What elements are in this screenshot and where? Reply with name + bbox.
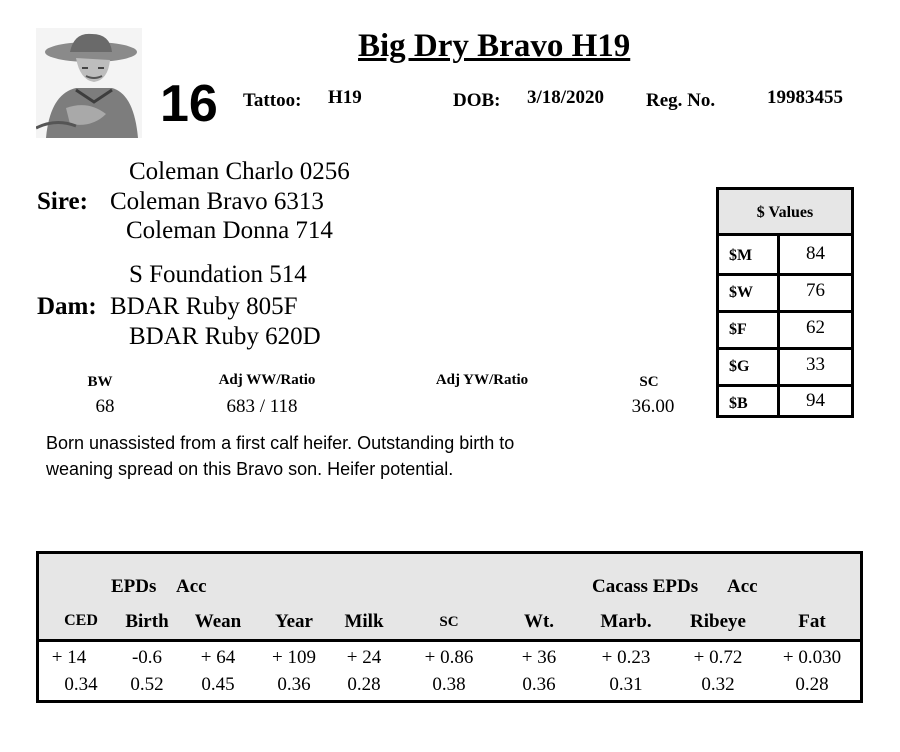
epd-value: + 14 (51, 647, 87, 668)
dollar-value-row (719, 350, 851, 387)
dam-label: Dam: (37, 293, 97, 320)
dollar-value-name: $M (729, 247, 753, 264)
epd-value: + 0.030 (782, 647, 842, 668)
epd-value: + 36 (521, 647, 557, 668)
cowboy-logo-icon (36, 28, 142, 138)
acc-value: 0.28 (347, 674, 381, 695)
dollar-value-row (719, 313, 851, 350)
epd-value: -0.6 (131, 647, 163, 668)
dollar-value-number: 33 (806, 354, 825, 375)
sire-label: Sire: (37, 188, 88, 215)
dollar-value-name: $F (729, 321, 747, 338)
bw-label: BW (87, 374, 113, 390)
dollar-values-table (716, 187, 854, 418)
dollar-value-name: $G (729, 358, 750, 375)
column-header: SC (439, 614, 459, 630)
column-header: Wean (194, 611, 242, 632)
sc-label: SC (639, 374, 659, 390)
dollar-value-number: 62 (806, 317, 825, 338)
dollar-value-number: 76 (806, 280, 825, 301)
epd-value: + 0.72 (693, 647, 743, 668)
column-header: Milk (344, 611, 384, 632)
sire-name: Coleman Bravo 6313 (110, 188, 324, 215)
column-header: Year (275, 611, 313, 632)
acc-value: 0.34 (64, 674, 98, 695)
dam-sire-name: S Foundation 514 (129, 261, 307, 288)
dob-label: DOB: (453, 90, 501, 111)
dollar-value-row (719, 236, 851, 273)
animal-name-title: Big Dry Bravo H19 (358, 28, 631, 64)
acc-value: 0.36 (277, 674, 311, 695)
acc-value: 0.31 (609, 674, 643, 695)
epds-group-label: EPDs (111, 576, 157, 597)
column-header: Ribeye (690, 611, 746, 632)
epd-table-header (39, 554, 860, 642)
reg-no-label: Reg. No. (646, 90, 716, 111)
dob-value: 3/18/2020 (527, 87, 605, 108)
sire-sire-name: Coleman Charlo 0256 (129, 158, 350, 185)
epd-value: + 0.23 (601, 647, 651, 668)
acc-value: 0.38 (432, 674, 466, 695)
acc-value: 0.28 (795, 674, 829, 695)
bw-value: 68 (95, 396, 115, 417)
adj-ww-value: 683 / 118 (226, 396, 298, 417)
acc-value: 0.52 (130, 674, 164, 695)
dollar-value-number: 84 (806, 243, 825, 264)
tattoo-value: H19 (328, 87, 362, 108)
epd-value: + 64 (200, 647, 236, 668)
dollar-values-title: $ Values (719, 190, 851, 236)
epd-value: + 109 (272, 647, 316, 668)
adj-ww-label: Adj WW/Ratio (218, 372, 316, 388)
column-header: Fat (798, 611, 826, 632)
carcass-acc-label: Acc (727, 576, 758, 597)
dollar-value-number: 94 (806, 390, 825, 411)
acc-value: 0.32 (701, 674, 735, 695)
acc-value: 0.36 (522, 674, 556, 695)
dollar-value-name: $W (729, 284, 753, 301)
tattoo-label: Tattoo: (243, 90, 302, 111)
epd-value: + 0.86 (424, 647, 474, 668)
adj-yw-label: Adj YW/Ratio (435, 372, 529, 388)
epd-table (36, 551, 863, 703)
column-header: Birth (125, 611, 169, 632)
dollar-value-name: $B (729, 395, 748, 412)
column-header: Wt. (523, 611, 555, 632)
animal-notes: Born unassisted from a first calf heifer. Outstanding birth to weaning spread on this Bravo son. Heifer potential. (46, 433, 515, 479)
sire-dam-name: Coleman Donna 714 (126, 217, 333, 244)
carcass-epds-label: Cacass EPDs (592, 576, 699, 597)
dam-name: BDAR Ruby 805F (110, 293, 298, 320)
column-header: CED (64, 612, 98, 629)
column-header: Marb. (600, 611, 652, 632)
dollar-value-row (719, 276, 851, 313)
lot-number: 16 (160, 75, 218, 133)
epds-acc-label: Acc (176, 576, 207, 597)
epd-value: + 24 (346, 647, 382, 668)
acc-value: 0.45 (201, 674, 235, 695)
reg-no-value: 19983455 (767, 87, 843, 108)
sc-value: 36.00 (631, 396, 675, 417)
dollar-value-row (719, 387, 851, 424)
dam-dam-name: BDAR Ruby 620D (129, 323, 321, 350)
